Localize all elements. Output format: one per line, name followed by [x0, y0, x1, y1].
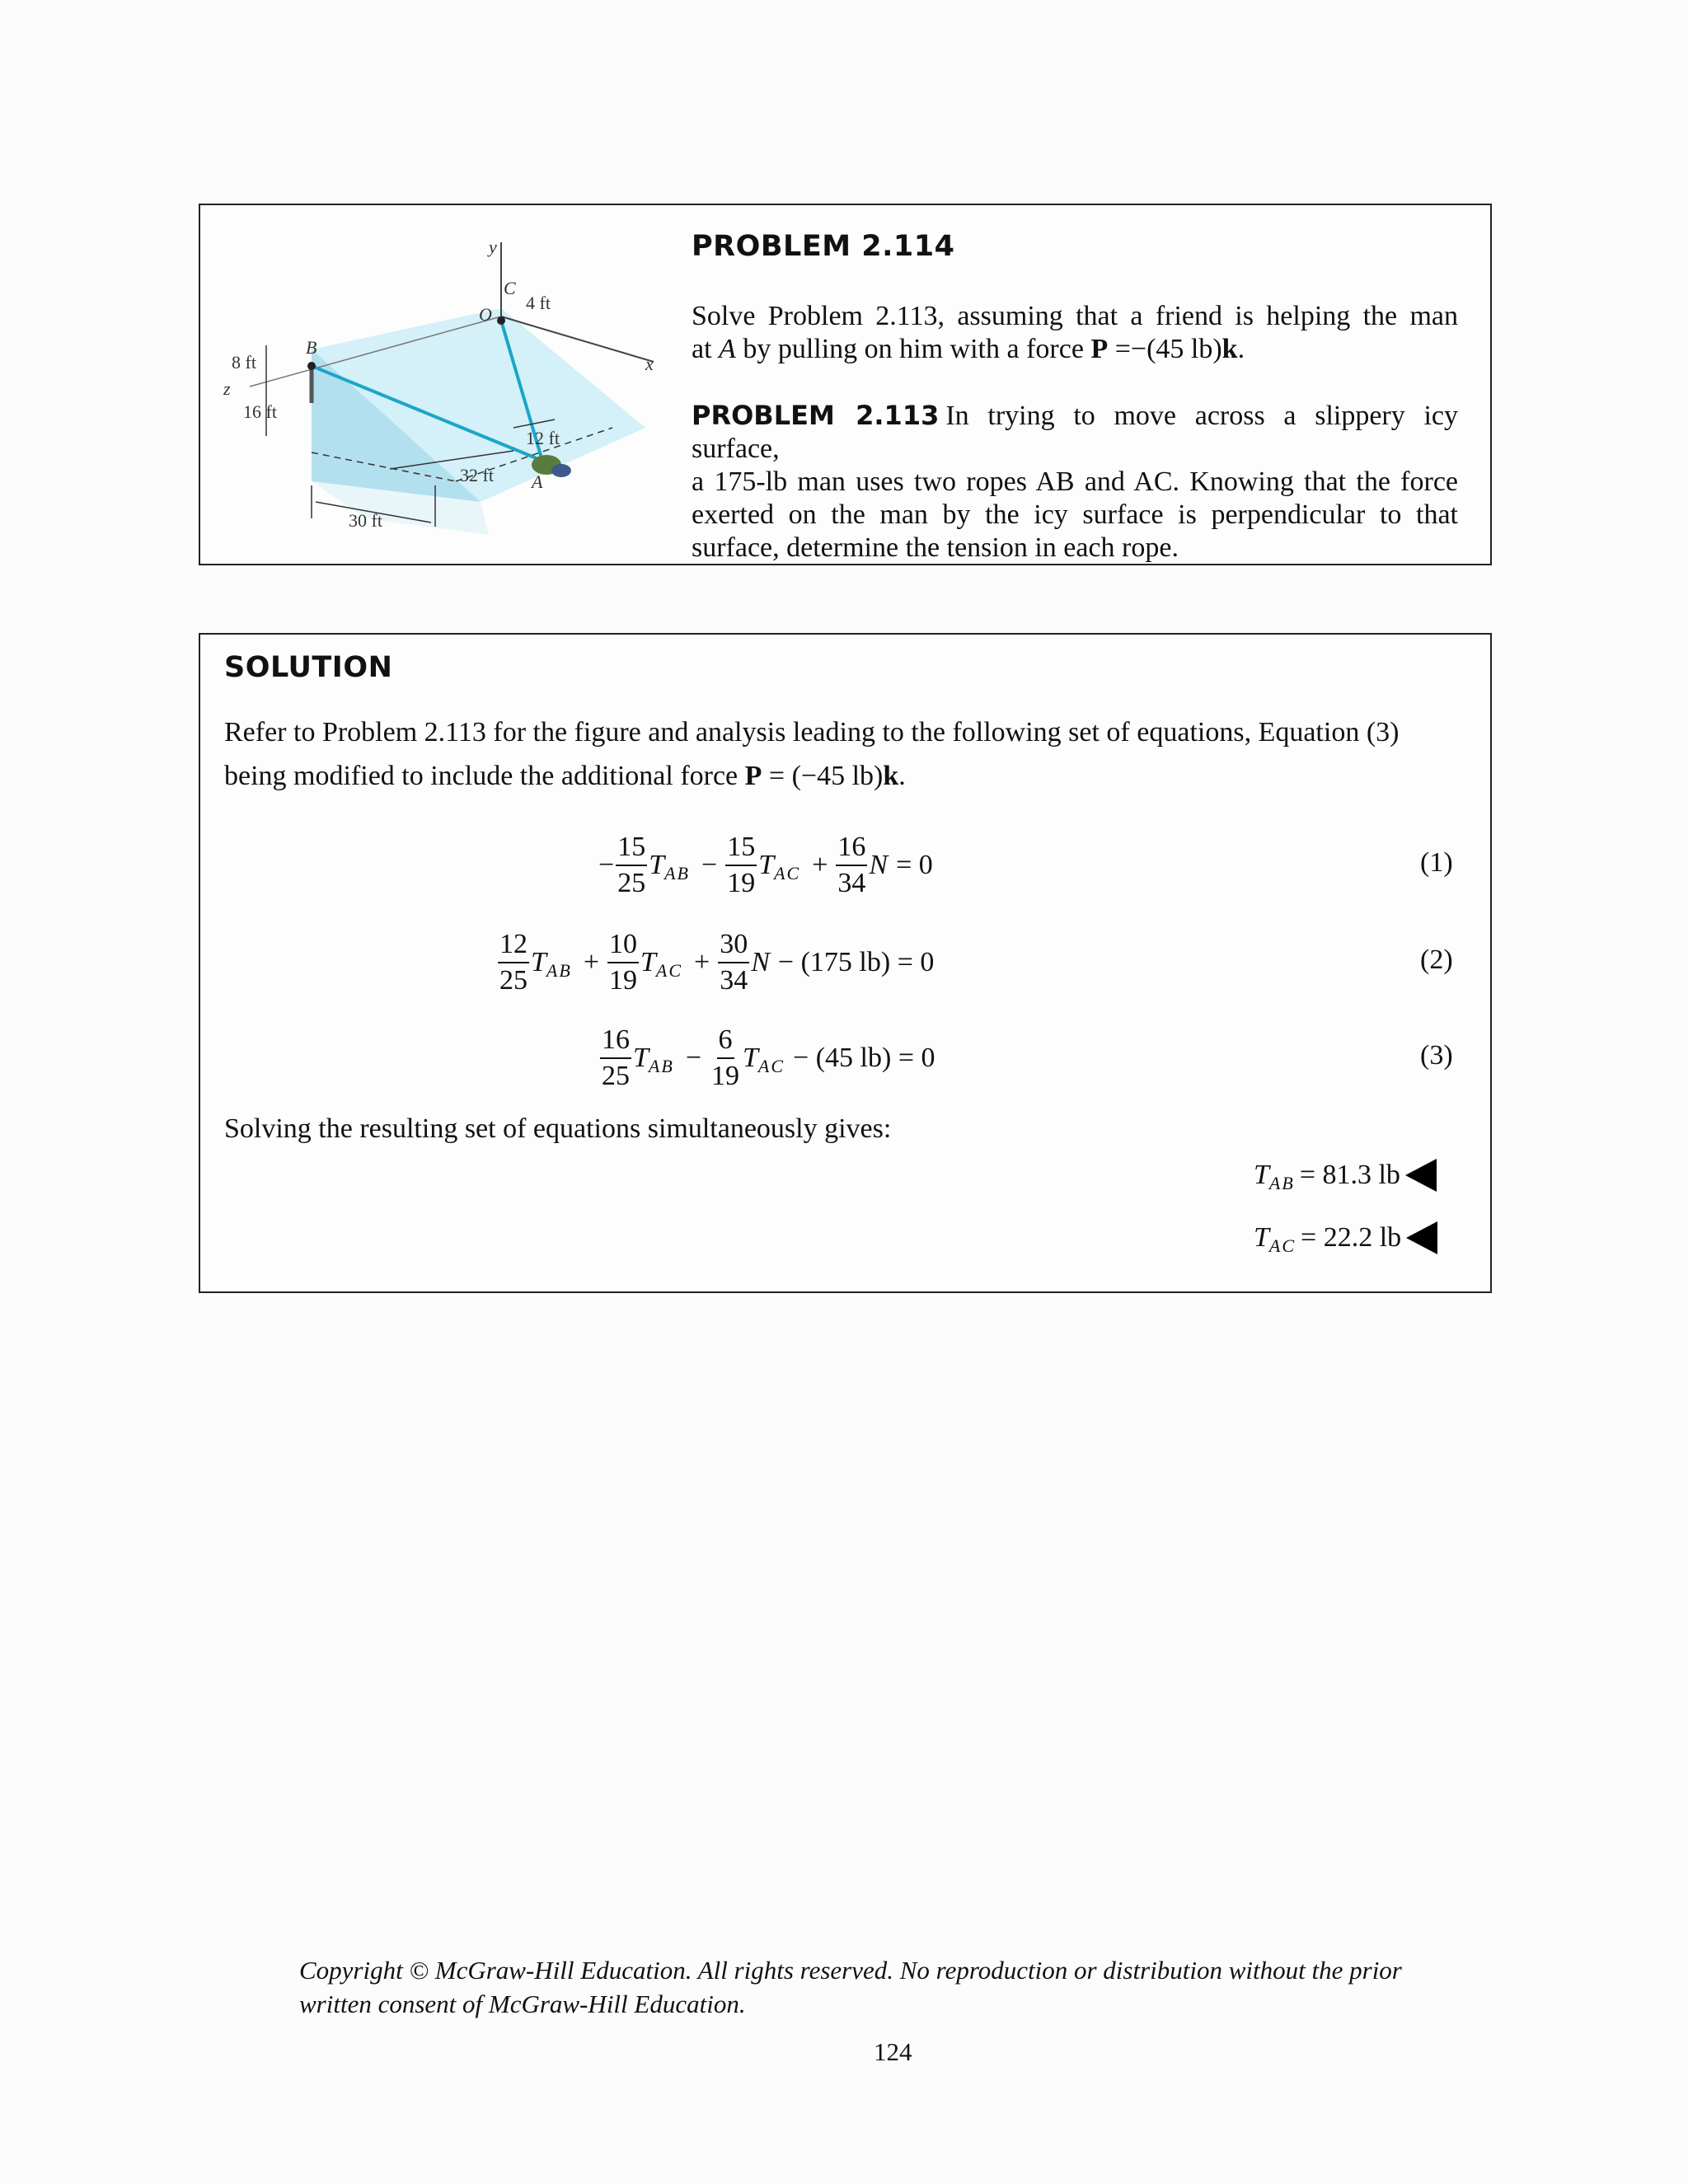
problem-line-1: Solve Problem 2.113, assuming that a friend is helping the man — [692, 301, 1458, 331]
label-16ft: 16 ft — [243, 401, 277, 422]
label-c: C — [504, 278, 516, 298]
equation-1-number: (1) — [1420, 847, 1453, 878]
equation-2-number: (2) — [1420, 944, 1453, 975]
equation-2: $\frac{12}{25}$ T AB + $\frac{10}{19}$ T AC + $\frac{30}{34}$ N − (175 lb) = 0 — [499, 929, 935, 996]
intro-line-2: being modified to include the additional force P = (−45 lb)k. — [224, 761, 906, 791]
ref-line-3: exerted on the man by the icy surface is perpendicular to that — [692, 499, 1458, 530]
solution-box — [199, 633, 1492, 1293]
ref-line-2: a 175-lb man uses two ropes AB and AC. Knowing that the force — [692, 466, 1458, 497]
problem-statement — [692, 300, 1458, 366]
problem-heading: PROBLEM 2.114 — [692, 230, 955, 263]
solving-text: Solving the resulting set of equations simultaneously gives: — [224, 1113, 892, 1144]
label-4ft: 4 ft — [526, 293, 551, 313]
intro-line-1: Refer to Problem 2.113 for the figure and analysis leading to the following set of equations, Equation (3) — [224, 717, 1400, 748]
label-b: B — [306, 337, 317, 358]
reference-problem — [692, 399, 1458, 565]
label-y: y — [489, 237, 497, 257]
problem-figure — [217, 230, 678, 543]
label-30ft: 30 ft — [349, 510, 382, 531]
label-32ft: 32 ft — [460, 465, 494, 485]
ref-line-1: PROBLEM 2.113 In trying to move across a slippery icy surface, — [692, 400, 1459, 464]
ref-line-4: surface, determine the tension in each rope. — [692, 532, 1179, 563]
ref-heading: PROBLEM 2.113 — [692, 400, 940, 431]
equation-1: − $\frac{15}{25}$ T AB − $\frac{15}{19}$ T AC + $\frac{16}{34}$ N = 0 — [598, 832, 933, 898]
label-12ft: 12 ft — [526, 428, 560, 448]
solution-intro — [224, 710, 1469, 798]
problem-box — [199, 204, 1492, 565]
answer-tac: T AC = 22.2 lb — [1254, 1221, 1437, 1254]
label-x: x — [645, 354, 654, 374]
problem-line-2: at A by pulling on him with a force P =−(45 lb)k. — [692, 334, 1245, 364]
label-8ft: 8 ft — [232, 352, 256, 373]
equation-3: $\frac{16}{25}$ T AB − $\frac{6}{19}$ T AC − (45 lb) = 0 — [602, 1024, 935, 1091]
solution-heading: SOLUTION — [224, 651, 393, 684]
copyright-line-1: Copyright © McGraw-Hill Education. All rights reserved. No reproduction or distribution without the prior — [299, 1956, 1402, 1985]
label-o: O — [479, 304, 492, 325]
page-number: 124 — [874, 2037, 912, 2066]
answer-marker-icon — [1406, 1221, 1437, 1254]
label-z: z — [223, 378, 231, 399]
equation-3-number: (3) — [1420, 1040, 1453, 1071]
label-a: A — [532, 471, 543, 492]
copyright-line-2: written consent of McGraw-Hill Education. — [299, 1990, 746, 2018]
copyright-notice — [299, 1953, 1402, 2021]
answer-tab: T AB = 81.3 lb — [1254, 1159, 1437, 1192]
answer-marker-icon — [1405, 1159, 1437, 1192]
